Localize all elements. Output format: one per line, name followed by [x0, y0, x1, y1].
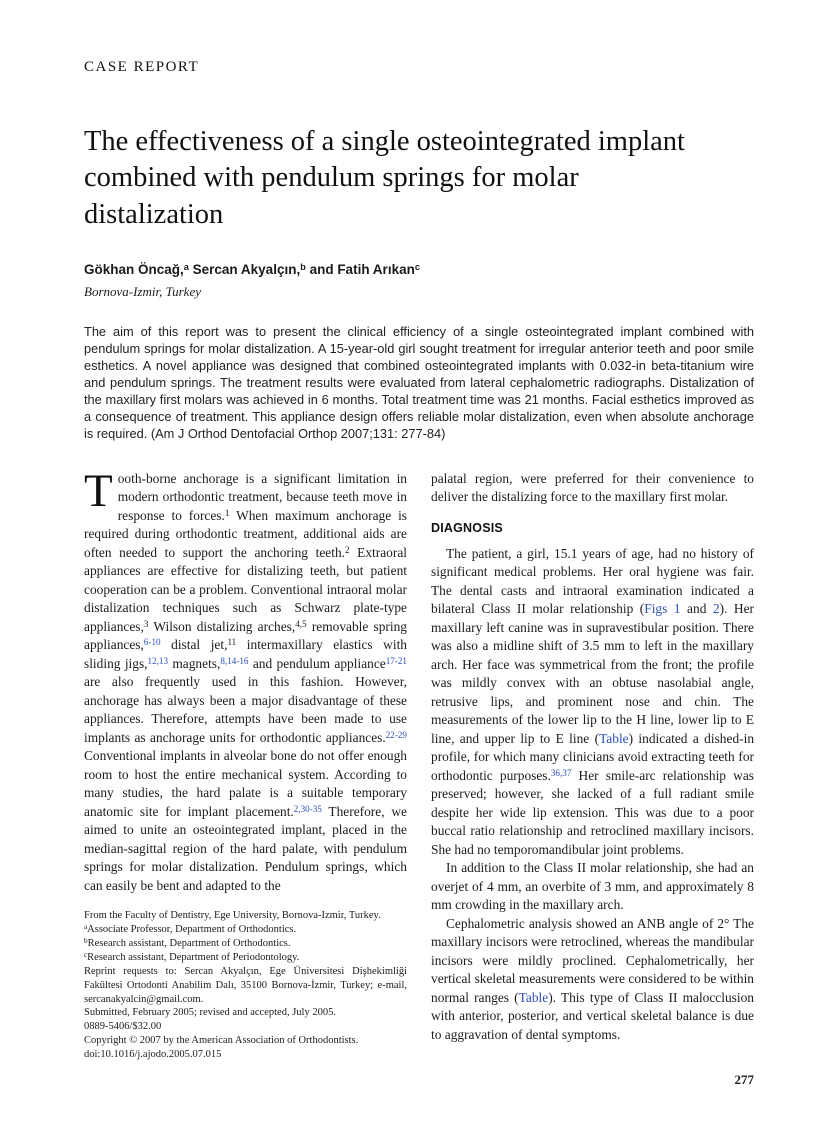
intro-paragraph	[84, 464, 407, 896]
citation-sup: 11	[227, 637, 237, 648]
footnote-line: $^c$Research assistant, Department of Periodontology.	[84, 950, 300, 964]
footnote-line: doi:10.1016/j.ajodo.2005.07.015	[84, 1049, 222, 1061]
footnotes-block	[84, 909, 407, 1061]
footnote-line: 0889-5406/$32.00	[84, 1021, 162, 1033]
author-affil-sup-c: c	[414, 262, 420, 273]
footnote-line: $^a$Associate Professor, Department of Orthodontics.	[84, 923, 297, 936]
footnote-line: Submitted, February 2005; revised and accepted, July 2005.	[84, 1007, 336, 1019]
affiliation-line: Bornova-Izmir, Turkey	[84, 283, 201, 299]
citation-ref[interactable]: 8,14-16	[220, 655, 249, 666]
citation-ref[interactable]: 22-29	[385, 729, 407, 740]
table-link[interactable]: Table	[599, 730, 629, 746]
citation-ref[interactable]: 36,37	[550, 767, 572, 778]
footnote-line: Copyright © 2007 by the American Association of Orthodontists.	[84, 1035, 359, 1047]
citation-sup: 3	[143, 618, 149, 629]
page-number: 277	[734, 1072, 754, 1087]
footnote-sup-b: b	[84, 936, 88, 945]
diagnosis-paragraph-1: The patient, a girl, 15.1 years of age, had no history of significant medical problems. Her oral hygiene was fair. The dental casts and intraoral examination indicated a bilateral Class II molar relationship (Figs 1 and 2). Her maxillary left canine was in supravestibular position. There was also a midline shift of 3.5 mm to left in the maxillary arch. Her face was symmetrical from the front; the profile was mildly convex with an obtuse nasolabial angle, retrusive lips, and prominent nose and chin. The measurements of the lower lip to the H line, lower lip to E line, and upper lip to E line (Table) indicated a dished-in profile, for which many clinicians avoid extracting teeth for orthodontic purposes.$^{36,37}$ Her smile-arc relationship was preserved; however, she lacked of a full radiant smile despite her wide lip extension. This was due to a poor buccal ratio relationship and retroclined maxillary incisors. She had no temporomandibular joint problems.	[431, 545, 755, 857]
citation-ref[interactable]: 17-21	[385, 655, 407, 666]
authors-line: Gökhan Öncağ,$^a$ Sercan Akyalçın,$^b$ and Fatih Arıkan$^c$	[84, 262, 420, 278]
footnote-sup-c: c	[84, 950, 88, 959]
two-column-body	[84, 464, 755, 1062]
section-heading-diagnosis: DIAGNOSIS	[431, 520, 503, 535]
citation-sup: 4,5	[295, 618, 307, 629]
continuation-paragraph: palatal region, were preferred for their convenience to deliver the distalizing force to the maxillary first molar.	[431, 470, 754, 505]
footnote-line: From the Faculty of Dentistry, Ege University, Bornova-Izmir, Turkey.	[84, 910, 381, 922]
footnote-sup-a: a	[84, 923, 88, 932]
right-column	[431, 470, 754, 1062]
citation-ref[interactable]: 2,30-35	[293, 803, 322, 814]
diagnosis-paragraph-3: Cephalometric analysis showed an ANB angle of 2° The maxillary incisors were retroclined, whereas the mandibular incisors were mildly proclined. Cephalometrically, her vertical skeletal measurements were considered to be within normal ranges (Table). This type of Class II malocclusion with anterior, posterior, and vertical skeletal balance is due to aggravation of dental symptoms.	[431, 915, 754, 1042]
citation-ref[interactable]: 6-10	[143, 637, 161, 648]
citation-sup: 1	[224, 507, 230, 518]
author-affil-sup-a: a	[183, 262, 189, 273]
abstract-text: The aim of this report was to present the clinical efficiency of a single osteointegrated implant combined with pendulum springs for molar distalization. A 15-year-old girl sought treatment for irregular anterior teeth and poor smile esthetics. A novel appliance was designed that combined osteointegrated implants with 0.032-in beta-titanium wire and pendulum springs. The treatment results were evaluated from lateral cephalometric radiographs. Distalization of the maxillary first molars was achieved in 6 months. Total treatment time was 21 months. Facial esthetics improved as a consequence of treatment. This appliance design offers reliable molar distalization, even when absolute anchorage is required. (Am J Orthod Dentofacial Orthop 2007;131: 277-84)	[84, 323, 754, 441]
section-kicker: CASE REPORT	[84, 59, 200, 75]
footnote-line: Reprint requests to: Sercan Akyalçın, Ege Üniversitesi Dişhekimliği Fakültesi Ortodonti Anabilim Dalı, 35100 Bornova-İzmir, Turkey; e-mail, sercanakyalcin@gmail.com.	[84, 965, 407, 1005]
article-title: The effectiveness of a single osteointegrated implant combined with pendulum springs for molar distalization	[84, 126, 685, 230]
citation-sup: 2	[344, 544, 350, 555]
figure-link[interactable]: Figs 1	[644, 601, 681, 617]
author-affil-sup-b: b	[300, 262, 306, 273]
table-link[interactable]: Table	[518, 989, 549, 1005]
figure-link[interactable]: 2	[712, 601, 720, 617]
left-column	[84, 464, 407, 1062]
footnote-line: $^b$Research assistant, Department of Orthodontics.	[84, 936, 291, 950]
drop-cap: T	[84, 464, 113, 517]
diagnosis-paragraph-2: In addition to the Class II molar relationship, she had an overjet of 4 mm, an overbite of 3 mm, and approximately 8 mm crowding in the maxillary arch.	[431, 860, 754, 913]
intro-paragraph-text: ooth-borne anchorage is a significant limitation in modern orthodontic treatment, because teeth move in response to forces.$^1$ When maximum anchorage is required during orthodontic treatment, additional aids are often needed to support the anchoring teeth.$^2$ Extraoral appliances are effective for distalizing teeth, but patient cooperation can be a problem. Conventional intraoral molar distalization techniques such as Schwarz plate-type appliances,$^3$ Wilson distalizing arches,$^{4,5}$ removable spring appliances,$^{6-10}$ distal jet,$^{11}$ intermaxillary elastics with sliding jigs,$^{12,13}$ magnets,$^{8,14-16}$ and pendulum appliance$^{17-21}$ are also frequently used in this fashion. However, anchorage has always been a major disadvantage of these appliances. Therefore, attempts have been made to use implants as anchorage units for orthodontic appliances.$^{22-29}$ Conventional implants in alveolar bone do not offer enough room to host the entire mechanical system. According to many studies, the hard palate is a suitable temporary anatomic site for implant placement.$^{2,30-35}$ Therefore, we aimed to unite an osteointegrated implant, placed in the median-sagittal region of the hard palate, with pendulum springs for molar distalization. Pendulum springs, which can easily be bent and adapted to the	[84, 470, 407, 893]
citation-ref[interactable]: 12,13	[147, 655, 169, 666]
